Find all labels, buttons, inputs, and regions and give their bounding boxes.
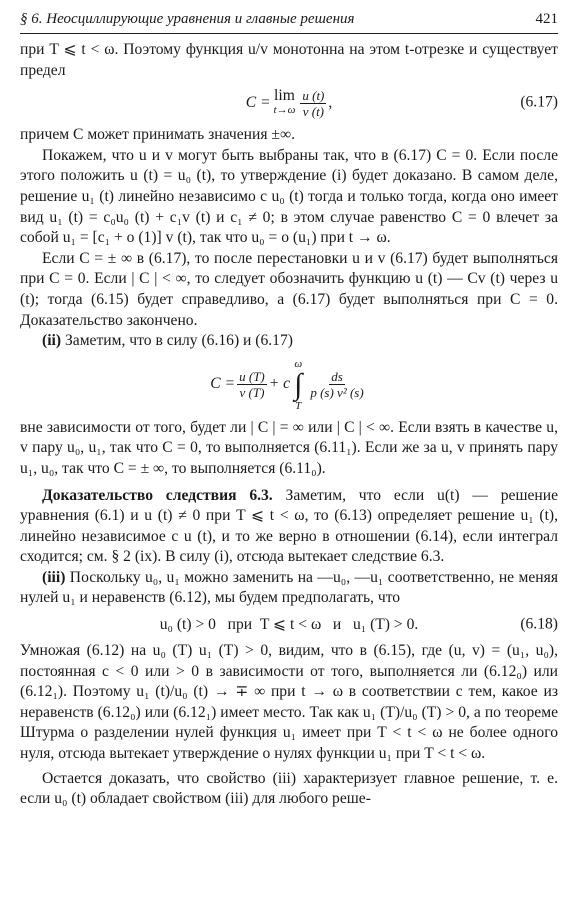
eq617-number: (6.17) <box>520 93 558 111</box>
equation-6-18 <box>20 611 558 639</box>
paragraph-2: причем C может принимать значения ±∞. <box>20 126 295 144</box>
page-number: 421 <box>535 11 558 27</box>
paragraph-5-text: Заметим, что в силу (6.16) и (6.17) <box>61 332 293 350</box>
eqii-int-denominator: p (s) v² (s) <box>310 385 364 401</box>
eqii-integrand <box>308 369 365 400</box>
eq618-number: (6.18) <box>520 615 558 633</box>
eq617-fraction <box>300 88 326 119</box>
eqii-numerator: u (T) <box>239 369 265 385</box>
equation-ii <box>20 354 558 416</box>
eq617-lim-sub: t→ω <box>273 104 296 117</box>
eqii-plus-c: + c <box>268 375 291 393</box>
eqii-fraction <box>237 369 267 400</box>
eq617-limit <box>274 89 296 117</box>
paragraph-8-text: Поскольку u₀, u₁ можно заменить на —u₀, —u₁ соответственно, не меняя нулей u₁ и неравенств (6.12), мы будем предполагать, что <box>20 568 558 607</box>
paragraph-6: вне зависимости от того, будет ли | C | = ∞ или | C | < ∞. Если взять в качестве u, v пару u₀, u₁, так что C = 0, то выполняется (6.11₁). Если же за u, v принять пару u₁, u₀, так что C = ± ∞, то выполняется (6.11₀). <box>20 418 558 477</box>
paragraph-7-text: Заметим, что если u(t) — решение уравнения (6.1) и u (t) ≠ 0 при T ⩽ t < ω, то (6.13) определяет решение u₁ (t), линейно независимое с u (t), и то же верно в отношении (6.14), если интеграл сходится; см. § 2 (ix). В силу (i), отсюда вытекает следствие 6.3. <box>20 486 559 566</box>
eqii-denominator: v (T) <box>239 385 265 401</box>
eq617-denominator: v (t) <box>302 103 325 119</box>
eqii-int-numerator: ds <box>331 369 343 385</box>
paragraph-7 <box>20 486 558 568</box>
eqii-lower-limit: T <box>295 399 302 412</box>
paragraph-1: при T ⩽ t < ω. Поэтому функция u/v монотонна на этом t-отрезке и существует предел <box>20 41 558 79</box>
paragraph-5 <box>20 331 558 352</box>
item-iii-label: (iii) <box>42 568 66 586</box>
eq618-text: u₀ (t) > 0 при T ⩽ t < ω и u₁ (T) > 0. <box>159 615 419 633</box>
equation-6-17 <box>20 83 558 123</box>
running-header <box>20 9 558 34</box>
integral-sign-icon: ∫ <box>294 367 303 401</box>
eq617-numerator: u (t) <box>302 87 325 103</box>
running-title: § 6. Неосциллирующие уравнения и главные решения <box>20 11 355 27</box>
page <box>0 9 582 909</box>
eqii-upper-limit: ω <box>294 357 303 370</box>
eqii-integral <box>294 358 302 412</box>
paragraph-4: Если C = ± ∞ в (6.17), то после перестановки u и v (6.17) будет выполняться при C = 0. Если | C | < ∞, то следует обозначить функцию u (t) — Cv (t) через u (t); тогда (6.15) будет справедливо, а (6.17) будет выполняться при C = 0. Доказательство закончено. <box>20 249 558 329</box>
item-ii-label: (ii) <box>42 332 62 350</box>
paragraph-8 <box>20 568 558 609</box>
page-body <box>20 40 558 810</box>
paragraph-3: Покажем, что u и v могут быть выбраны так, что в (6.17) C = 0. Если после этого положить u (t) = u₀ (t), то утверждение (i) будет доказано. В самом деле, решение u₁ (t) линейно независимо с u₀ (t) тогда и только тогда, когда оно имеет вид u₁ (t) = c₀u₀ (t) + c₁v (t) и c₁ ≠ 0; в этом случае равенство C = 0 влечет за собой u₁ = [c₁ + o (1)] v (t), так что u₀ = o (u₁) при t → ω. <box>20 146 558 247</box>
eq617-lim-word: lim <box>274 87 295 105</box>
eqii-lhs: C = <box>210 375 236 393</box>
corollary-proof-label: Доказательство следствия 6.3. <box>42 486 273 504</box>
paragraph-10: Остается доказать, что свойство (iii) характеризует главное решение, т. е. если u₀ (t) обладает свойством (iii) для любого реше- <box>20 769 558 808</box>
eq617-lhs: C = <box>245 93 271 111</box>
paragraph-9: Умножая (6.12) на u₀ (T) u₁ (T) > 0, видим, что в (6.15), где (u, v) = (u₁, u₀), постоянная c < 0 или > 0 в зависимости от того, выполняется ли (6.12₀) или (6.12₁). Поэтому u₁ (t)/u₀ (t) → ∓ ∞ при t → ω в соответствии с тем, какое из неравенств (6.12₀) или (6.12₁) имеет место. Так как u₁ (T)/u₀ (T) > 0, а по теореме Штурма о разделении нулей функция u₁ имеет при T < t < ω не более одного нуля, отсюда вытекает утверждение о нулях функции u₁ при T < t < ω. <box>20 642 558 763</box>
eq617-comma: , <box>328 93 333 111</box>
